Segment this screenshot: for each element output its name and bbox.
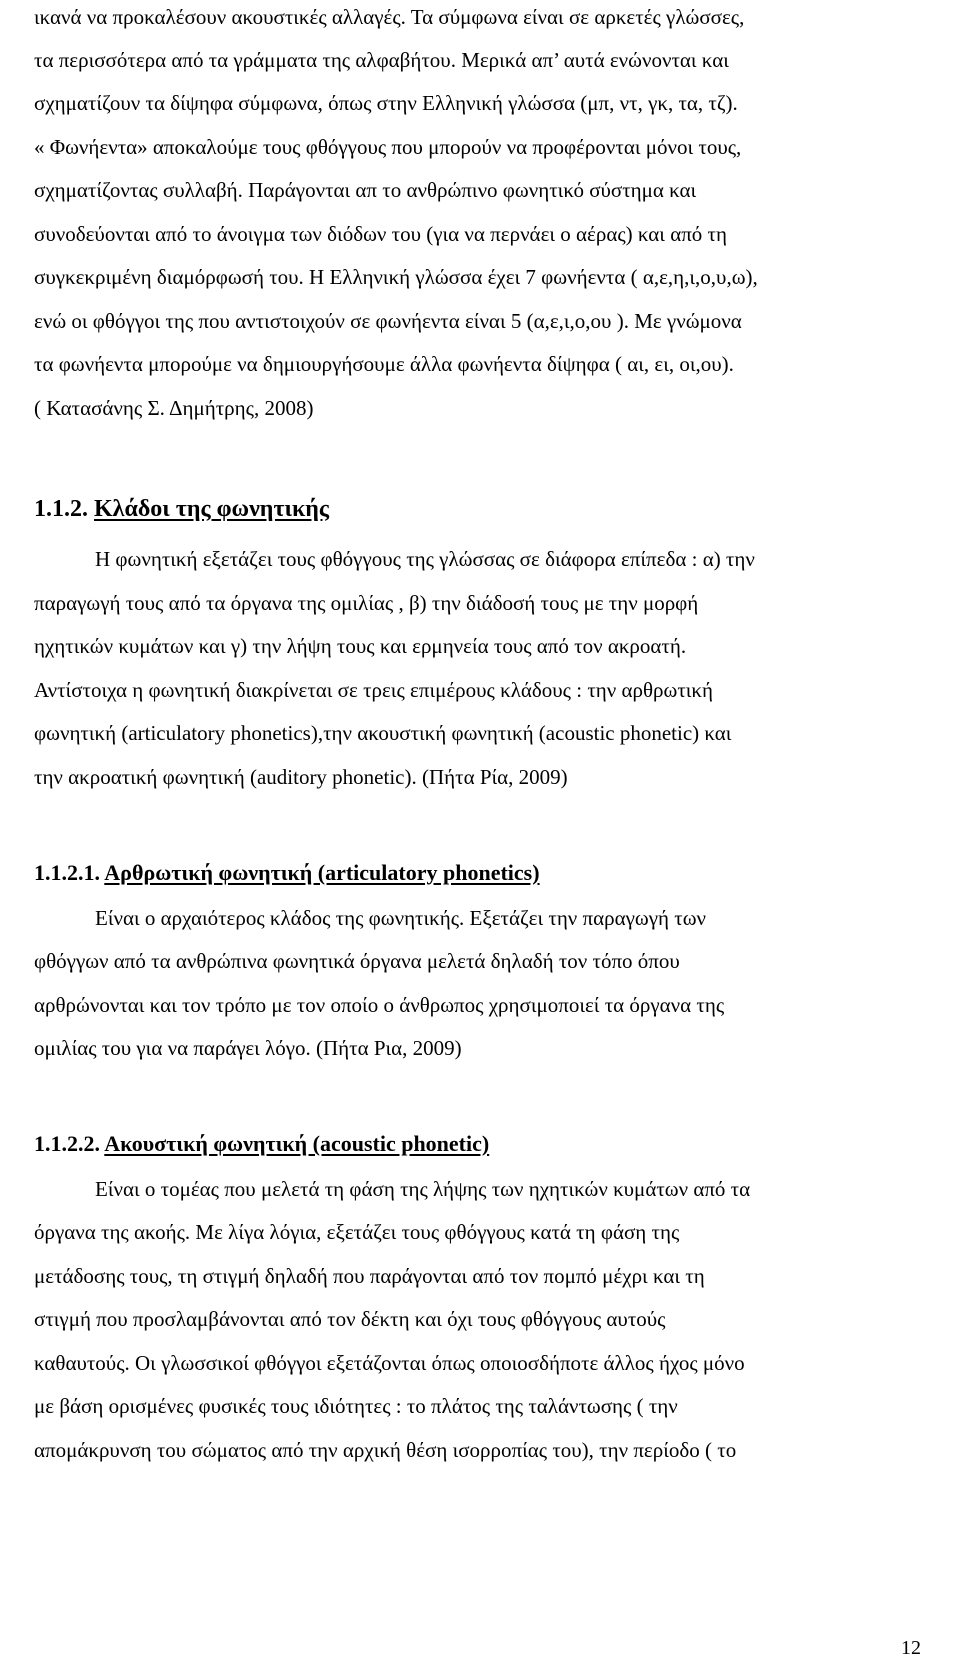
paragraph-line: μετάδοσης τους, τη στιγμή δηλαδή που παράγονται από τον πομπό μέχρι και τη xyxy=(34,1264,705,1288)
paragraph-line: τα περισσότερα από τα γράμματα της αλφαβήτου. Μερικά απ’ αυτά ενώνονται και xyxy=(34,48,729,72)
subsection-title: Ακουστική φωνητική (acoustic phonetic) xyxy=(104,1131,490,1156)
page-number: 12 xyxy=(901,1637,921,1659)
paragraph-line: ( Κατασάνης Σ. Δημήτρης, 2008) xyxy=(34,396,314,420)
section-title: Κλάδοι της φωνητικής xyxy=(94,496,330,522)
subsection-title: Αρθρωτική φωνητική (articulatory phonetics) xyxy=(104,860,540,885)
paragraph-line: σχηματίζοντας συλλαβή. Παράγονται απ το ανθρώπινο φωνητικό σύστημα και xyxy=(34,178,697,202)
paragraph-line: ομιλίας του για να παράγει λόγο. (Πήτα Ρια, 2009) xyxy=(34,1036,462,1060)
paragraph-line: τα φωνήεντα μπορούμε να δημιουργήσουμε άλλα φωνήεντα δίψηφα ( αι, ει, οι,ου). xyxy=(34,352,734,376)
paragraph-line: ενώ οι φθόγγοι της που αντιστοιχούν σε φωνήεντα είναι 5 (α,ε,ι,ο,ου ). Με γνώμονα xyxy=(34,309,742,333)
paragraph-line: σχηματίζουν τα δίψηφα σύμφωνα, όπως στην Ελληνική γλώσσα (μπ, ντ, γκ, τα, τζ). xyxy=(34,91,738,115)
subsection-heading xyxy=(34,860,540,886)
paragraph-line: καθαυτούς. Οι γλωσσικοί φθόγγοι εξετάζονται όπως οποιοσδήποτε άλλος ήχος μόνο xyxy=(34,1351,745,1375)
paragraph-line: όργανα της ακοής. Με λίγα λόγια, εξετάζει τους φθόγγους κατά τη φάση της xyxy=(34,1220,680,1244)
paragraph-line: ικανά να προκαλέσουν ακουστικές αλλαγές. Τα σύμφωνα είναι σε αρκετές γλώσσες, xyxy=(34,5,745,29)
subsection-number: 1.1.2.1. xyxy=(34,860,100,885)
subsection-heading xyxy=(34,1131,489,1157)
paragraph-line: συνοδεύονται από το άνοιγμα των διόδων του (για να περνάει ο αέρας) και από τη xyxy=(34,222,727,246)
paragraph-line: συγκεκριμένη διαμόρφωσή του. Η Ελληνική γλώσσα έχει 7 φωνήεντα ( α,ε,η,ι,ο,υ,ω), xyxy=(34,265,758,289)
paragraph-line: με βάση ορισμένες φυσικές τους ιδιότητες : το πλάτος της ταλάντωσης ( την xyxy=(34,1394,678,1418)
paragraph-line: ηχητικών κυμάτων και γ) την λήψη τους και ερμηνεία τους από τον ακροατή. xyxy=(34,634,687,658)
paragraph-line: αρθρώνονται και τον τρόπο με τον οποίο ο άνθρωπος χρησιμοποιεί τα όργανα της xyxy=(34,993,725,1017)
section-heading xyxy=(34,496,329,522)
paragraph-line: « Φωνήεντα» αποκαλούμε τους φθόγγους που μπορούν να προφέρονται μόνοι τους, xyxy=(34,135,742,159)
paragraph-line: Είναι ο αρχαιότερος κλάδος της φωνητικής. Εξετάζει την παραγωγή των xyxy=(95,906,707,930)
paragraph-line: στιγμή που προσλαμβάνονται από τον δέκτη και όχι τους φθόγγους αυτούς xyxy=(34,1307,666,1331)
paragraph-line: απομάκρυνση του σώματος από την αρχική θέση ισορροπίας του), την περίοδο ( το xyxy=(34,1438,737,1462)
paragraph-line: Αντίστοιχα η φωνητική διακρίνεται σε τρεις επιμέρους κλάδους : την αρθρωτική xyxy=(34,678,713,702)
paragraph-line: φθόγγων από τα ανθρώπινα φωνητικά όργανα μελετά δηλαδή τον τόπο όπου xyxy=(34,949,680,973)
paragraph-line: παραγωγή τους από τα όργανα της ομιλίας , β) την διάδοσή τους με την μορφή xyxy=(34,591,699,615)
paragraph-line: Η φωνητική εξετάζει τους φθόγγους της γλώσσας σε διάφορα επίπεδα : α) την xyxy=(95,547,755,571)
section-number: 1.1.2. xyxy=(34,496,88,522)
subsection-number: 1.1.2.2. xyxy=(34,1131,100,1156)
paragraph-line: φωνητική (articulatory phonetics),την ακουστική φωνητική (acoustic phonetic) και xyxy=(34,721,732,745)
paragraph-line: την ακροατική φωνητική (auditory phonetic). (Πήτα Ρία, 2009) xyxy=(34,765,568,789)
paragraph-line: Είναι ο τομέας που μελετά τη φάση της λήψης των ηχητικών κυμάτων από τα xyxy=(95,1177,751,1201)
